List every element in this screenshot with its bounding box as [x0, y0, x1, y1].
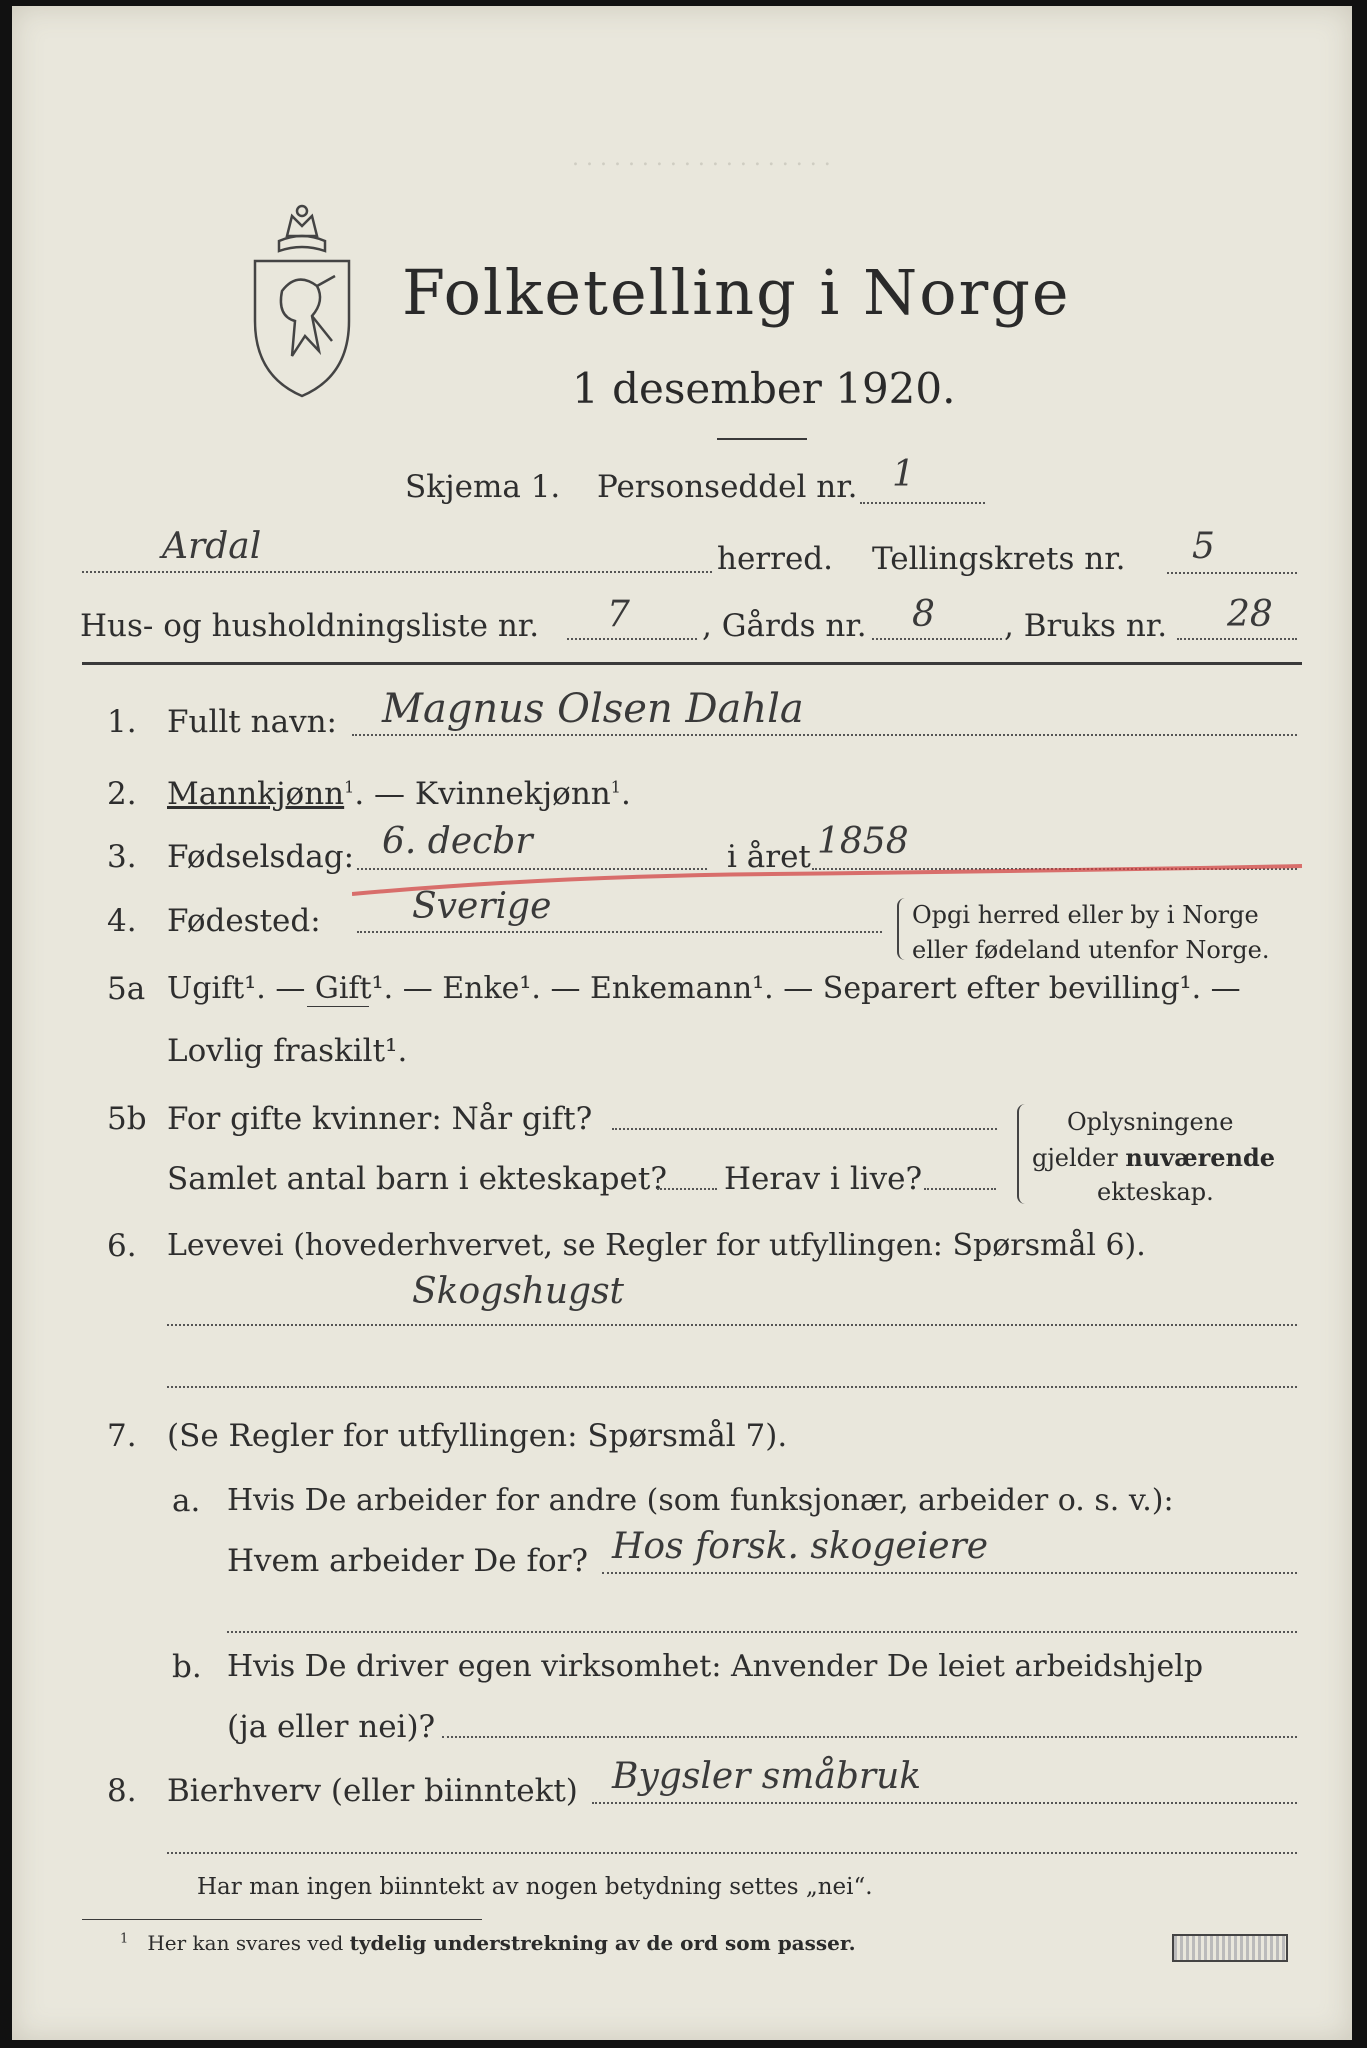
q5b-note-line3: ekteskap.	[1097, 1178, 1214, 1206]
footnote-text-b: tydelig understrekning av de ord som passer.	[349, 1931, 856, 1955]
q4-birthplace-value: Sverige	[412, 886, 552, 927]
q6-dots-1	[167, 1324, 1297, 1326]
q8-sideline-value: Bygsler småbruk	[612, 1756, 922, 1797]
q4-label: Fødested:	[167, 903, 321, 939]
q1-full-name-value: Magnus Olsen Dahla	[382, 686, 804, 732]
q7b-letter: b.	[172, 1649, 202, 1685]
footnote-mark: 1	[120, 1931, 129, 1947]
coat-of-arms-emblem	[247, 201, 357, 401]
q8-dots-2	[167, 1852, 1297, 1854]
q7b-dots	[442, 1736, 1297, 1738]
q3-year-value: 1858	[817, 821, 909, 862]
husliste-dots	[567, 638, 697, 640]
q5b-note-line2	[1032, 1143, 1275, 1172]
q5a-line2: Lovlig fraskilt¹.	[167, 1033, 408, 1069]
q2-number: 2.	[107, 776, 137, 812]
q3-label: Fødselsdag:	[167, 839, 355, 875]
q1-dots	[352, 734, 1297, 736]
q5b-children-dots	[657, 1188, 717, 1190]
q8-number: 8.	[107, 1773, 137, 1809]
q7a-line2: Hvem arbeider De for?	[227, 1543, 589, 1579]
q5b-number: 5b	[107, 1101, 147, 1137]
q4-note-line1: Opgi herred eller by i Norge	[912, 901, 1259, 929]
bruks-value: 28	[1227, 594, 1273, 635]
q2-male-sup: 1	[344, 777, 355, 797]
q5b-note-gjelder: gjelder	[1032, 1144, 1118, 1172]
bleed-through-text: . . . . . . . . . . . . . . . . . . .	[572, 146, 831, 171]
bruks-label: , Bruks nr.	[1004, 608, 1168, 644]
footnote-text	[120, 1931, 856, 1955]
gift-underline	[307, 1006, 369, 1007]
q7a-line1: Hvis De arbeider for andre (som funksjonær, arbeider o. s. v.):	[227, 1483, 1174, 1518]
footnote-rule	[82, 1919, 482, 1920]
q5b-note-nuvaerende: nuværende	[1125, 1143, 1276, 1172]
q3-birthday-value: 6. decbr	[382, 821, 533, 862]
tellingskrets-value: 5	[1192, 526, 1215, 567]
q4-brace	[897, 898, 909, 960]
q2-male-option: Mannkjønn	[167, 776, 345, 812]
q4-dots	[357, 931, 882, 933]
printer-stamp	[1172, 1934, 1288, 1962]
tellingskrets-label: Tellingskrets nr.	[872, 541, 1126, 577]
header-separator	[82, 662, 1302, 665]
q7a-dots-2	[227, 1631, 1297, 1633]
title-rule	[717, 438, 807, 440]
q6-occupation-value: Skogshugst	[412, 1271, 625, 1312]
q4-note-line2: eller fødeland utenfor Norge.	[912, 936, 1270, 964]
q5a-number: 5a	[107, 971, 146, 1007]
q8-label: Bierhverv (eller biinntekt)	[167, 1773, 578, 1809]
q2-female-option: Kvinnekjønn	[414, 776, 611, 812]
q7a-letter: a.	[172, 1483, 201, 1519]
q6-label: Levevei (hovederhvervet, se Regler for utfyllingen: Spørsmål 6).	[167, 1228, 1146, 1263]
personseddel-label: Personseddel nr.	[597, 469, 858, 505]
q7-number: 7.	[107, 1418, 137, 1454]
herred-label: herred.	[717, 541, 833, 577]
q5a-options: Ugift¹. — Gift¹. — Enke¹. — Enkemann¹. — Separert efter bevilling¹. —	[167, 971, 1241, 1006]
q7a-employer-value: Hos forsk. skogeiere	[612, 1526, 989, 1567]
form-subtitle: 1 desember 1920.	[572, 364, 956, 413]
q2-options	[167, 776, 631, 812]
q5b-note-line1: Oplysningene	[1067, 1108, 1234, 1136]
q2-female-sup: 1	[610, 777, 621, 797]
bruks-dots	[1177, 638, 1297, 640]
q5b-alive-dots	[924, 1188, 996, 1190]
q7b-line1: Hvis De driver egen virksomhet: Anvender De leiet arbeidshjelp	[227, 1649, 1204, 1684]
q1-number: 1.	[107, 704, 137, 740]
q2-end: .	[620, 776, 631, 812]
biinntekt-note: Har man ingen biinntekt av nogen betydning settes „nei“.	[197, 1874, 873, 1900]
personseddel-value: 1	[892, 454, 915, 495]
schema-label: Skjema 1.	[405, 469, 561, 505]
q5b-children-label: Samlet antal barn i ekteskapet?	[167, 1161, 667, 1197]
footnote-text-a: Her kan svares ved	[147, 1931, 344, 1955]
personseddel-dots	[860, 502, 985, 504]
q3-year-label: i året	[727, 839, 811, 875]
herred-dots	[82, 571, 712, 573]
gards-label: , Gårds nr.	[702, 608, 867, 644]
herred-value: Ardal	[162, 526, 262, 567]
gards-value: 8	[912, 594, 935, 635]
husliste-label: Hus- og husholdningsliste nr.	[80, 608, 540, 644]
q5b-alive-label: Herav i live?	[724, 1161, 923, 1197]
form-title: Folketelling i Norge	[402, 256, 1071, 329]
q5b-brace	[1017, 1104, 1029, 1204]
q5b-line1: For gifte kvinner: Når gift?	[167, 1101, 593, 1137]
q7a-dots-1	[602, 1572, 1297, 1574]
tellingskrets-dots	[1167, 572, 1297, 574]
q5b-married-dots	[612, 1128, 997, 1130]
q4-number: 4.	[107, 903, 137, 939]
q6-dots-2	[167, 1386, 1297, 1388]
husliste-value: 7	[607, 594, 630, 635]
q7-label: (Se Regler for utfyllingen: Spørsmål 7).	[167, 1418, 788, 1454]
q7b-line2: (ja eller nei)?	[227, 1709, 436, 1745]
q8-dots-1	[592, 1802, 1297, 1804]
q3-number: 3.	[107, 839, 137, 875]
census-form-sheet	[12, 6, 1352, 2040]
q6-number: 6.	[107, 1228, 137, 1264]
q2-separator: . —	[354, 776, 415, 812]
gards-dots	[872, 638, 1002, 640]
q1-label: Fullt navn:	[167, 704, 337, 740]
